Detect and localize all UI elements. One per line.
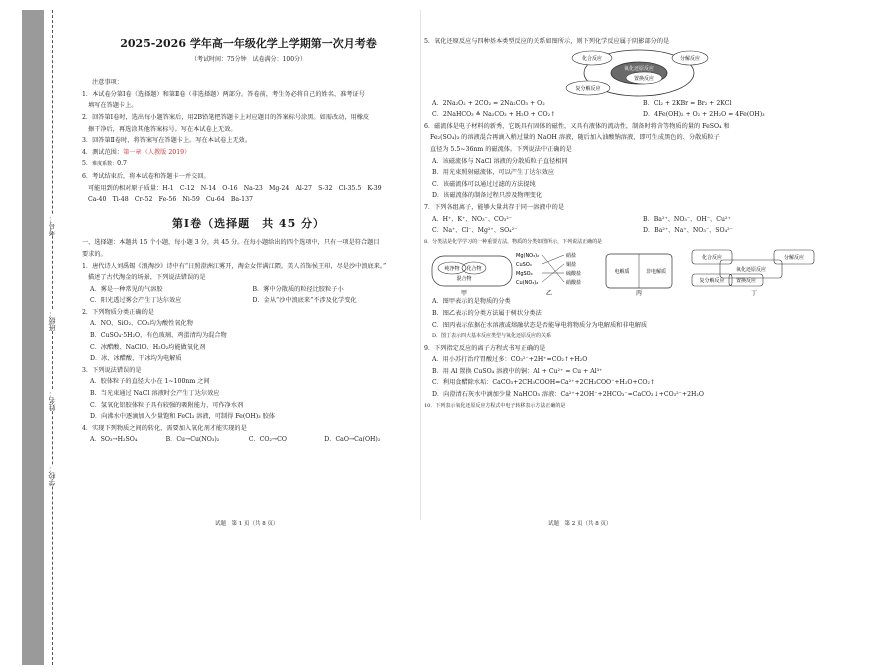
diagram-label: 电解质 (614, 269, 630, 276)
option: C．利用食醋除水垢：CaCO₃+2CH₃COOH=Ca²⁺+2CH₃COO⁻+H₂O+CO₂↑ (432, 379, 656, 387)
note-5 (82, 158, 415, 171)
option: C．氢氧化铝胶体粒子具有较强的吸附能力，可作净水剂 (90, 401, 244, 409)
note-line: 3．回答第Ⅱ卷时，将答案写在答题卡上。写在本试卷上无效。 (82, 137, 252, 145)
option: B．CuSO₄·5H₂O、有色玻璃、鸡蛋清均为混合物 (90, 332, 227, 340)
note-line: 填写在答题卡上。 (88, 102, 138, 110)
option: B．Cl₂ + 2KBr = Br₂ + 2KCl (643, 99, 732, 107)
diagram-label: 硝盐 (566, 253, 577, 260)
option: B．雾中分散质的粒径比胶粒子小 (252, 285, 344, 293)
question-1-options (82, 284, 415, 307)
cut-line (52, 10, 53, 665)
option: A．H⁺、K⁺、NO₃⁻、CO₃²⁻ (432, 215, 513, 223)
diagram-label: 铜盐 (566, 262, 577, 269)
option: C．Na⁺、Cl⁻、Mg²⁺、SO₄²⁻ (432, 227, 518, 235)
diagram-label: 复分解反应 (699, 278, 725, 285)
option: B．图乙表示的分类方法属于树状分类法 (432, 309, 542, 317)
option: D．Ba²⁺、Na⁺、NO₃⁻、SO₄²⁻ (643, 227, 733, 235)
option: C．该磁流体可以通过过滤的方法提纯 (432, 180, 536, 188)
option: C．2NaHCO₃ ≜ Na₂CO₃ + H₂O + CO₂↑ (432, 111, 556, 119)
diagram-label: 化合反应 (701, 255, 723, 262)
note-4 (82, 147, 415, 159)
option: D．CaO→Ca(OH)₂ (324, 436, 381, 444)
option: D．金从“沙中浪底来”不涉及化学变化 (252, 297, 357, 305)
binding-margin (22, 10, 62, 665)
question-4-options (82, 434, 415, 446)
option: C．冰醋酸、NaClO、H₂O₂均能做氧化剂 (90, 343, 206, 351)
left-page (82, 36, 415, 446)
question-6-cont: Fe₂(SO₄)₃ 的溶液混合再滴入稍过量的 NaOH 溶液，随后加入油酸钠溶液，即可生成黑色的、分散质粒子 (430, 134, 720, 142)
question-5: 5．氧化还原反应与四种基本类型反应的关系如图所示，则下列化学反应属于阴影部分的是 (424, 38, 670, 45)
difficulty-label: 难度系数： (92, 161, 118, 168)
question-8: 8．分类法是化学学习的一种重要方法，物质的分类如图所示，下列说法正确的是 (424, 238, 603, 245)
difficulty-value: 0.7 (117, 160, 127, 168)
diagram-caption: 甲 (460, 290, 468, 297)
diagram-label: MgSO₄ (516, 271, 533, 278)
question-4: 4．实现下列物质之间的转化，需要加入氧化剂才能实现的是 (82, 424, 247, 432)
option: D．冰、冰醋酸、干冰均为电解质 (90, 355, 182, 363)
exam-subtitle: （考试时间：75分钟 试卷满分：100分） (190, 55, 307, 63)
ban-ji-label: 班级： (46, 310, 60, 331)
xue-xiao-label: 学校： (46, 465, 60, 486)
q8-diagram-wrap (424, 248, 854, 296)
atomic-mass-line: Ca-40 Ti-48 Cr-52 Fe-56 Ni-59 Cu-64 Ba-137 (88, 196, 253, 204)
diagram-label: 复分解反应 (575, 85, 601, 92)
note-line: 2．回答第Ⅰ卷时，选出每小题答案后，用2B铅笔把答题卡上对应题目的答案标号涂黑。如需改动，用橡皮 (82, 113, 370, 121)
question-6-cont: 直径为 5.5~36nm 的磁流体。下列说法中正确的是 (430, 145, 572, 153)
option: A．用小苏打治疗胃酸过多：CO₃²⁻+2H⁺=CO₂↑+H₂O (432, 356, 588, 364)
diagram-label: Cu(NO₃)₂ (516, 280, 539, 287)
right-page (424, 36, 854, 412)
right-footer: 试题 第 2 页（共 8 页） (548, 521, 612, 527)
option: D．4Fe(OH)₂ + O₂ + 2H₂O = 4Fe(OH)₃ (643, 111, 765, 119)
note-line: 6．考试结束后，将本试卷和答题卡一并交回。 (82, 172, 210, 180)
diagram-label: 分解反应 (679, 55, 701, 62)
q5-venn-diagram (544, 48, 734, 98)
atomic-mass-line: 可能用到的相对原子质量：H-1 C-12 N-14 O-16 Na-23 Mg-24 Al-27 S-32 Cl-35.5 K-39 (88, 184, 382, 192)
question-10: 10．下列表示氧化还原反应方程式中电子转移表示方法正确的是 (424, 402, 566, 409)
diagram-caption: 乙 (545, 290, 553, 297)
diagram-label: Mg(NO₃)₂ (516, 253, 540, 260)
note-line: 1．本试卷分第Ⅰ卷（选择题）和第Ⅱ卷（非选择题）两部分。答卷前，考生务必将自己的姓名、准考证号 (82, 90, 365, 98)
option: C．CO₂→CO (248, 436, 287, 444)
diagram-caption: 丙 (635, 290, 643, 297)
xing-ming-label: 姓名： (46, 390, 60, 411)
diagram-label: 硝酸盐 (566, 280, 582, 287)
q8-diagrams (424, 248, 844, 296)
diagram-label: 分解反应 (783, 255, 805, 262)
page-divider (420, 10, 421, 520)
option: B．Cu→Cu(NO₃)₂ (165, 436, 220, 444)
option: B．用光束照射磁流体，可以产生丁达尔效应 (432, 169, 555, 177)
option: D．向沸水中逐滴加入少量饱和 FeCl₃ 溶液，可制得 Fe(OH)₃ 胶体 (90, 413, 275, 421)
section-intro: 要求的。 (82, 250, 107, 258)
option: A．雾是一种常见的气溶胶 (90, 285, 163, 293)
q5-diagram-wrap (424, 48, 854, 98)
diagram-label: 硫酸盐 (566, 271, 582, 278)
diagram-label: 混合物 (456, 276, 472, 283)
option: D．图丁表示四大基本反应类型与氧化还原反应的关系 (432, 333, 552, 340)
diagram-label: CuSO₄ (516, 262, 532, 269)
note-line: 擦干净后，再选涂其他答案标号。写在本试卷上无效。 (88, 125, 237, 133)
exam-title: 2025-2026 学年高一年级化学上学期第一次月考卷 (120, 37, 377, 50)
diagram-label: 置换反应 (633, 75, 655, 82)
diagram-label: 纯净物 (444, 266, 460, 273)
kao-hao-label: 考号： (46, 215, 60, 236)
question-1-cont: 描述了古代淘金的场景，下列说法错误的是 (88, 274, 206, 282)
note-4-prefix: 4．测试范围： (82, 148, 124, 156)
notes-heading: 注意事项： (92, 79, 123, 87)
question-5-options (424, 98, 854, 121)
option: A．胶体粒子的直径大小在 1~100nm 之间 (90, 378, 210, 386)
option: B．当光束通过 NaCl 溶液时会产生丁达尔效应 (90, 390, 220, 398)
option: C．图丙表示依据在水溶液或熔融状态是否能导电将物质分为电解质和非电解质 (432, 321, 648, 329)
option: A．NO、SiO₂、CO₂均为酸性氧化物 (90, 320, 193, 328)
question-3: 3．下列说法错误的是 (82, 366, 142, 374)
question-7-options (424, 214, 854, 237)
question-1: 1．唐代诗人刘禹锡《浪淘沙》诗中有“日照澄洲江雾开，淘金女伴满江隈。美人首饰侯王印，尽是沙中浪底来。” (82, 262, 387, 270)
diagram-label: 置换反应 (735, 278, 757, 285)
diagram-label: 非电解质 (645, 269, 667, 276)
option: C．阳光透过雾会产生丁达尔效应 (90, 297, 182, 305)
question-6: 6．磁流体是电子材料的新秀，它既具有固体的磁性，又具有液体的流动性，制备时将含等物质的量的 FeSO₄ 和 (424, 122, 730, 130)
section-intro: 一、选择题：本题共 15 个小题，每小题 3 分，共 45 分。在每小题给出的四个选项中，只有一项是符合题目 (82, 239, 380, 247)
binding-strip (22, 10, 44, 665)
option: B．用 Al 置换 CuSO₄ 溶液中的铜：Al + Cu²⁺ = Cu + Al³⁺ (432, 367, 603, 375)
question-9: 9．下列指定反应的离子方程式书写正确的是 (424, 344, 546, 352)
diagram-label: 氧化还原反应 (735, 267, 767, 274)
link-line (542, 255, 564, 282)
option: A．图甲表示的是物质的分类 (432, 298, 511, 306)
option: B．Ba²⁺、NO₃⁻、OH⁻、Cu²⁺ (643, 215, 731, 223)
option: D．该磁流体的制备过程只涉及物理变化 (432, 192, 543, 200)
left-footer: 试题 第 1 页（共 8 页） (215, 521, 279, 527)
question-7: 7．下列各组离子，能够大量共存于同一溶液中的是 (424, 203, 565, 211)
test-range: 第一章（人教版 2019） (123, 148, 191, 156)
note-5-prefix: 5． (82, 160, 93, 168)
section-title: 第Ⅰ卷（选择题 共 45 分） (171, 216, 326, 230)
link-line (542, 255, 564, 264)
option: A．2Na₂O₂ + 2CO₂ = 2Na₂CO₃ + O₂ (432, 99, 545, 107)
option: A．该磁流体与 NaCl 溶液的分散质粒子直径相同 (432, 157, 568, 165)
diagram-caption: 丁 (750, 290, 758, 297)
option: D．向澄清石灰水中滴加少量 NaHCO₃ 溶液：Ca²⁺+2OH⁻+2HCO₃⁻=CaCO₃↓+CO₃²⁻+2H₂O (432, 391, 704, 399)
diagram-label: 化合反应 (581, 55, 603, 62)
question-2: 2．下列物质分类正确的是 (82, 308, 154, 316)
diagram-label: 氧化还原反应 (623, 65, 655, 72)
option: A．SO₃→H₂SO₄ (90, 436, 138, 444)
diagram-label: 化合物 (466, 266, 482, 273)
